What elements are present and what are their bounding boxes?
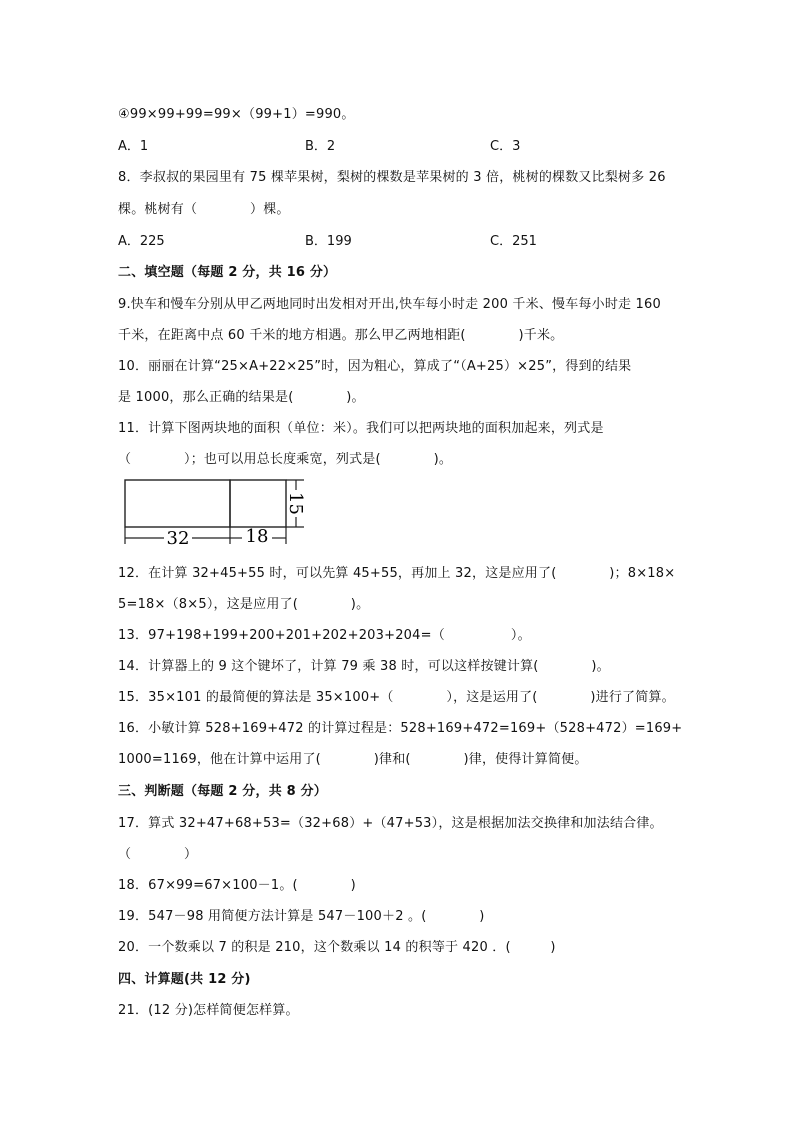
section-4-heading: 四、计算题(共 12 分): [118, 972, 251, 987]
length-label-18: 18: [245, 526, 269, 547]
plot-a-rect: [125, 480, 230, 527]
q8-option-c: C．251: [490, 234, 537, 249]
q8-line-2: 棵。桃树有（ ）棵。: [118, 202, 290, 217]
q12-line-1: 12．在计算 32+45+55 时，可以先算 45+55，再加上 32，这是应用了( )；8×18×: [118, 566, 676, 581]
length-label-32: 32: [166, 528, 190, 548]
q15-line: 15．35×101 的最简便的算法是 35×100+（ ），这是运用了( )进行了简算。: [118, 690, 675, 705]
q17-line-2: （ ）: [118, 847, 198, 862]
q14-line: 14．计算器上的 9 这个键坏了，计算 79 乘 38 时，可以这样按键计算( )。: [118, 659, 610, 674]
q8-option-a: A．225: [118, 234, 165, 249]
section-3-heading: 三、判断题（每题 2 分，共 8 分）: [118, 784, 327, 799]
q13-line: 13．97+198+199+200+201+202+203+204=（ ）。: [118, 628, 531, 643]
q7-option-a: A．1: [118, 139, 149, 154]
q11-line-2: （ ）；也可以用总长度乘宽，列式是( )。: [118, 452, 453, 467]
q16-line-2: 1000=1169，他在计算中运用了( )律和( )律，使得计算简便。: [118, 752, 588, 767]
q7-item-4: ④99×99+99=99×（99+1）=990。: [118, 107, 355, 122]
q9-line-2: 千米，在距离中点 60 千米的地方相遇。那么甲乙两地相距( )千米。: [118, 328, 564, 343]
two-plots-figure: [124, 478, 314, 548]
q10-line-1: 10．丽丽在计算“25×A+22×25”时，因为粗心，算成了“（A+25）×25”，得到的结果: [118, 359, 632, 374]
q10-line-2: 是 1000，那么正确的结果是( )。: [118, 390, 365, 405]
q20-line: 20．一个数乘以 7 的积是 210，这个数乘以 14 的积等于 420 ．( ): [118, 940, 556, 955]
q18-line: 18．67×99=67×100－1。( ): [118, 878, 356, 893]
q19-line: 19．547－98 用简便方法计算是 547－100＋2 。( ): [118, 909, 485, 924]
q12-line-2: 5=18×（8×5），这是应用了( )。: [118, 597, 370, 612]
q17-line-1: 17．算式 32+47+68+53=（32+68）+（47+53），这是根据加法交换律和加法结合律。: [118, 816, 663, 831]
q7-option-b: B．2: [305, 139, 336, 154]
q9-line-1: 9.快车和慢车分别从甲乙两地同时出发相对开出,快车每小时走 200 千米、慢车每小时走 160: [118, 297, 661, 312]
q8-line-1: 8．李叔叔的果园里有 75 棵苹果树，梨树的棵数是苹果树的 3 倍，桃树的棵数又比梨树多 26: [118, 170, 666, 185]
q16-line-1: 16．小敏计算 528+169+472 的计算过程是：528+169+472=169+（528+472）=169+: [118, 721, 683, 736]
q21-line: 21．(12 分)怎样简便怎样算。: [118, 1003, 299, 1018]
width-label-15: 15: [285, 492, 306, 515]
q11-line-1: 11．计算下图两块地的面积（单位：米）。我们可以把两块地的面积加起来，列式是: [118, 421, 604, 436]
q7-option-c: C．3: [490, 139, 521, 154]
plot-b-rect: [230, 480, 286, 527]
section-2-heading: 二、填空题（每题 2 分，共 16 分）: [118, 265, 337, 280]
q8-option-b: B．199: [305, 234, 352, 249]
